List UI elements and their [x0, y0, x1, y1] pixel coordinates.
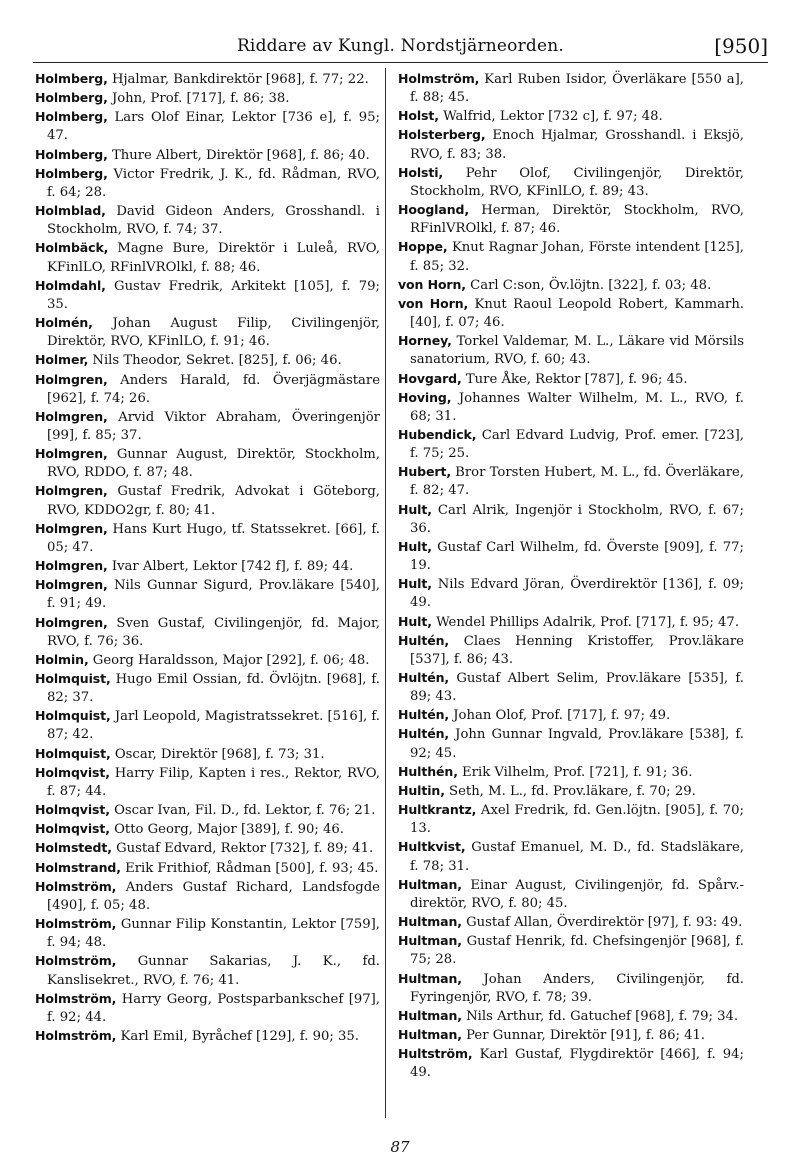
list-item	[398, 538, 744, 575]
entry-name: Hubert,	[398, 464, 451, 480]
entry-text: John Gunnar Ingvald, Prov.läkare [538], f. 92; 45.	[410, 727, 744, 761]
entry-name: Hultén,	[398, 707, 450, 723]
entry-text: Hans Kurt Hugo, tf. Statssekret. [66], f. 05; 47.	[47, 521, 380, 555]
list-item	[398, 389, 744, 426]
entry-name: Holmqvist,	[35, 802, 110, 818]
entry-name: Hoppe,	[398, 239, 448, 255]
entry-text: Johannes Walter Wilhelm, M. L., RVO, f. 68; 31.	[410, 390, 744, 424]
entry-text: David Gideon Anders, Grosshandl. i Stockholm, RVO, f. 74; 37.	[47, 204, 380, 238]
entry-name: von Horn,	[398, 276, 466, 292]
list-item	[35, 990, 380, 1027]
list-item	[398, 801, 744, 838]
list-item	[35, 108, 380, 145]
entry-text: Bror Torsten Hubert, M. L., fd. Överläkare, f. 82; 47.	[410, 465, 744, 499]
list-item	[35, 764, 380, 801]
entry-text: Einar August, Civilingenjör, fd. Spårv.-direktör, RVO, f. 80; 45.	[410, 877, 744, 911]
entry-text: Axel Fredrik, fd. Gen.löjtn. [905], f. 70; 13.	[410, 803, 744, 837]
entry-text: Knut Ragnar Johan, Förste intendent [125], f. 85; 32.	[410, 240, 744, 274]
entry-text: Herman, Direktör, Stockholm, RVO, RFinlVROlkl, f. 87; 46.	[410, 203, 744, 237]
entry-name: Holmblad,	[35, 203, 106, 219]
entry-name: von Horn,	[398, 295, 469, 311]
entry-name: Hultén,	[398, 726, 450, 742]
list-item	[35, 820, 380, 839]
list-item	[35, 146, 380, 165]
entry-text: Harry Georg, Postsparbankschef [97], f. 92; 44.	[47, 991, 380, 1025]
entry-name: Holmgren,	[35, 577, 108, 593]
column-divider	[385, 68, 386, 1118]
entry-name: Holmquist,	[35, 671, 111, 686]
entry-name: Holmgren,	[35, 558, 108, 574]
entry-name: Hult,	[398, 501, 432, 517]
list-item	[35, 878, 380, 915]
list-item	[398, 276, 744, 295]
entry-text: Jarl Leopold, Magistratssekret. [516], f. 87; 42.	[47, 709, 380, 743]
entry-text: Claes Henning Kristoffer, Prov.läkare [537], f. 86; 43.	[410, 633, 744, 667]
entry-name: Hult,	[398, 576, 432, 592]
entry-text: Hugo Emil Ossian, fd. Övlöjtn. [968], f. 82; 37.	[47, 672, 380, 706]
left-column	[35, 70, 380, 1046]
list-item	[35, 707, 380, 744]
entry-text: Magne Bure, Direktör i Luleå, RVO, KFinlLO, RFinlVROlkl, f. 88; 46.	[47, 241, 380, 275]
entry-text: Carl Alrik, Ingenjör i Stockholm, RVO, f. 67; 36.	[410, 502, 744, 536]
entry-name: Hult,	[398, 538, 432, 554]
list-item	[398, 201, 744, 238]
entry-name: Holmberg,	[35, 165, 108, 181]
list-item	[35, 70, 380, 89]
entry-text: Karl Ruben Isidor, Överläkare [550 a], f. 88; 45.	[410, 72, 744, 106]
list-item	[398, 126, 744, 163]
entry-name: Holsterberg,	[398, 127, 486, 143]
entry-name: Hultman,	[398, 1026, 462, 1042]
entry-text: Seth, M. L., fd. Prov.läkare, f. 70; 29.	[444, 783, 696, 799]
entry-text: Gustaf Fredrik, Advokat i Göteborg, RVO, KDDO2gr, f. 80; 41.	[47, 484, 380, 518]
list-item	[35, 952, 380, 989]
page-header	[33, 36, 768, 63]
entry-text: Gustaf Albert Selim, Prov.läkare [535], f. 89; 43.	[410, 671, 744, 705]
entry-text: Gustav Fredrik, Arkitekt [105], f. 79; 35.	[47, 278, 380, 312]
entry-name: Holmén,	[35, 315, 93, 331]
entry-name: Hultström,	[398, 1046, 473, 1062]
entry-text: Johan Anders, Civilingenjör, fd. Fyringenjör, RVO, f. 78; 39.	[410, 971, 744, 1005]
entry-name: Holmström,	[35, 916, 117, 932]
entry-text: Georg Haraldsson, Major [292], f. 06; 48.	[88, 652, 370, 668]
entry-name: Holmdahl,	[35, 277, 106, 293]
entry-name: Holmqvist,	[35, 821, 110, 837]
entry-text: Ivar Albert, Lektor [742 f], f. 89; 44.	[107, 559, 354, 575]
list-item	[398, 838, 744, 875]
entry-text: Nils Arthur, fd. Gatuchef [968], f. 79; 34.	[461, 1008, 739, 1024]
entry-name: Hubendick,	[398, 426, 477, 442]
entry-text: Hjalmar, Bankdirektör [968], f. 77; 22.	[107, 72, 369, 87]
list-item	[35, 277, 380, 314]
entry-text: Anders Harald, fd. Överjägmästare [962], f. 74; 26.	[47, 372, 380, 406]
entry-name: Hultman,	[398, 933, 462, 949]
list-item	[35, 482, 380, 519]
list-item	[398, 575, 744, 612]
entry-text: Nils Edvard Jöran, Överdirektör [136], f. 09; 49.	[410, 577, 744, 611]
right-column	[398, 70, 744, 1082]
entry-name: Holmström,	[35, 953, 117, 969]
entry-name: Hultman,	[398, 876, 462, 892]
entry-name: Holmgren,	[35, 614, 108, 630]
entry-name: Holmbäck,	[35, 240, 109, 256]
list-item	[398, 613, 744, 632]
list-item	[398, 876, 744, 913]
list-item	[398, 332, 744, 369]
entry-name: Holmstrand,	[35, 859, 121, 875]
list-item	[35, 165, 380, 202]
list-item	[398, 1045, 744, 1082]
list-item	[35, 1027, 380, 1046]
list-item	[398, 725, 744, 762]
entry-text: Enoch Hjalmar, Grosshandl. i Eksjö, RVO, f. 83; 38.	[410, 128, 744, 162]
entry-name: Holmqvist,	[35, 764, 110, 780]
list-item	[35, 576, 380, 613]
entry-text: Gunnar Sakarias, J. K., fd. Kanslisekret., RVO, f. 76; 41.	[47, 954, 380, 988]
list-item	[398, 107, 744, 126]
entry-name: Holmgren,	[35, 371, 108, 387]
entry-name: Holmgren,	[35, 408, 108, 424]
entry-name: Holmgren,	[35, 446, 108, 462]
entry-text: Gustaf Henrik, fd. Chefsingenjör [968], f. 75; 28.	[410, 934, 744, 968]
entry-text: Arvid Viktor Abraham, Överingenjör [99], f. 85; 37.	[47, 409, 380, 443]
entry-text: Gustaf Edvard, Rektor [732], f. 89; 41.	[111, 841, 374, 857]
entry-name: Hultman,	[398, 970, 462, 986]
list-item	[35, 651, 380, 670]
entry-text: Carl Edvard Ludvig, Prof. emer. [723], f. 75; 25.	[410, 427, 744, 462]
entry-text: Johan August Filip, Civilingenjör, Direktör, RVO, KFinlLO, f. 91; 46.	[47, 316, 380, 350]
entry-text: Wendel Phillips Adalrik, Prof. [717], f. 95; 47.	[431, 614, 740, 630]
entry-name: Hoogland,	[398, 202, 469, 218]
entry-name: Hultkrantz,	[398, 802, 477, 818]
list-item	[398, 426, 744, 463]
entry-text: Lars Olof Einar, Lektor [736 e], f. 95; 47.	[47, 110, 380, 144]
entry-text: Thure Albert, Direktör [968], f. 86; 40.	[107, 147, 370, 163]
entry-name: Holmberg,	[35, 146, 108, 162]
entry-name: Hultkvist,	[398, 839, 466, 855]
entry-name: Holmberg,	[35, 71, 108, 86]
list-item	[35, 859, 380, 878]
entry-text: Nils Gunnar Sigurd, Prov.läkare [540], f. 91; 49.	[47, 578, 380, 612]
entry-text: Ture Åke, Rektor [787], f. 96; 45.	[461, 371, 688, 387]
list-item	[398, 463, 744, 500]
entry-text: Knut Raoul Leopold Robert, Kammarh. [40], f. 07; 46.	[410, 296, 745, 331]
entry-text: John, Prof. [717], f. 86; 38.	[107, 91, 290, 107]
entry-text: Gunnar Filip Konstantin, Lektor [759], f. 94; 48.	[47, 917, 380, 951]
entry-name: Holsti,	[398, 164, 444, 180]
entry-text: Gustaf Allan, Överdirektör [97], f. 93: 49.	[461, 915, 743, 931]
entry-name: Holmstedt,	[35, 840, 112, 856]
entry-name: Holmström,	[35, 878, 117, 894]
entry-text: Torkel Valdemar, M. L., Läkare vid Mörsils sanatorium, RVO, f. 60; 43.	[410, 334, 744, 368]
entry-text: Gunnar August, Direktör, Stockholm, RVO, RDDO, f. 87; 48.	[47, 447, 380, 481]
entry-name: Holmberg,	[35, 109, 108, 125]
entry-text: Gustaf Carl Wilhelm, fd. Överste [909], f. 77; 19.	[410, 539, 744, 574]
list-item	[398, 501, 744, 538]
list-item	[35, 670, 380, 707]
entry-text: Pehr Olof, Civilingenjör, Direktör, Stockholm, RVO, KFinlLO, f. 89; 43.	[410, 165, 744, 199]
entry-name: Holmström,	[35, 1027, 117, 1043]
list-item	[35, 202, 380, 239]
entry-text: Karl Emil, Byråchef [129], f. 90; 35.	[116, 1028, 359, 1044]
entry-name: Holmberg,	[35, 90, 108, 106]
entry-name: Horney,	[398, 333, 452, 349]
entry-name: Hultman,	[398, 914, 462, 930]
list-item	[35, 408, 380, 445]
list-item	[398, 295, 744, 332]
entry-text: Erik Vilhelm, Prof. [721], f. 91; 36.	[457, 764, 693, 780]
entry-text: Walfrid, Lektor [732 c], f. 97; 48.	[438, 109, 663, 125]
entry-text: Karl Gustaf, Flygdirektör [466], f. 94; 49.	[410, 1047, 744, 1081]
entry-name: Holmström,	[35, 990, 117, 1006]
list-item	[398, 706, 744, 725]
list-item	[398, 913, 744, 932]
list-item	[398, 782, 744, 801]
entry-name: Holmin,	[35, 651, 89, 667]
entry-name: Holmström,	[398, 71, 480, 86]
entry-text: Harry Filip, Kapten i res., Rektor, RVO, f. 87; 44.	[47, 765, 380, 799]
page-title: Riddare av Kungl. Nordstjärneorden.	[236, 36, 565, 56]
list-item	[398, 1026, 744, 1045]
list-item	[398, 669, 744, 706]
entry-name: Hultman,	[398, 1007, 462, 1023]
entry-name: Holmgren,	[35, 483, 108, 499]
entry-text: Oscar Ivan, Fil. D., fd. Lektor, f. 76; 21.	[109, 803, 376, 819]
list-item	[35, 371, 380, 408]
list-item	[35, 520, 380, 557]
page-folio: 87	[390, 1138, 410, 1156]
entry-text: Johan Olof, Prof. [717], f. 97; 49.	[449, 708, 671, 724]
entry-text: Victor Fredrik, J. K., fd. Rådman, RVO, f. 64; 28.	[47, 166, 380, 200]
list-item	[398, 763, 744, 782]
list-item	[35, 801, 380, 820]
entry-name: Hult,	[398, 613, 432, 629]
entry-text: Carl C:son, Öv.löjtn. [322], f. 03; 48.	[465, 277, 712, 293]
list-item	[398, 238, 744, 275]
list-item	[35, 557, 380, 576]
entry-text: Per Gunnar, Direktör [91], f. 86; 41.	[461, 1027, 706, 1043]
list-item	[398, 70, 744, 107]
list-item	[398, 970, 744, 1007]
entry-name: Holmer,	[35, 352, 89, 368]
list-item	[398, 932, 744, 969]
list-item	[398, 632, 744, 669]
entry-name: Hulthén,	[398, 763, 458, 779]
entry-name: Holst,	[398, 108, 439, 124]
entry-text: Oscar, Direktör [968], f. 73; 31.	[110, 746, 325, 762]
list-item	[398, 370, 744, 389]
entry-text: Otto Georg, Major [389], f. 90; 46.	[109, 822, 344, 838]
entry-text: Erik Frithiof, Rådman [500], f. 93; 45.	[120, 860, 379, 876]
list-item	[398, 164, 744, 201]
list-item	[35, 351, 380, 370]
entry-text: Sven Gustaf, Civilingenjör, fd. Major, RVO, f. 76; 36.	[47, 615, 380, 649]
entry-name: Holmquist,	[35, 708, 111, 724]
entry-text: Gustaf Emanuel, M. D., fd. Stadsläkare, f. 78; 31.	[410, 840, 744, 874]
list-item	[35, 839, 380, 858]
list-item	[35, 745, 380, 764]
entry-name: Hultin,	[398, 782, 445, 798]
list-item	[35, 239, 380, 276]
list-item	[35, 314, 380, 351]
entry-name: Hultén,	[398, 632, 450, 648]
list-item	[35, 445, 380, 482]
page-number: [950]	[714, 34, 768, 58]
entry-name: Hultén,	[398, 670, 450, 685]
entry-text: Nils Theodor, Sekret. [825], f. 06; 46.	[88, 353, 342, 369]
entry-name: Hovgard,	[398, 370, 462, 386]
entry-name: Holmquist,	[35, 745, 111, 761]
list-item	[35, 89, 380, 108]
list-item	[35, 915, 380, 952]
entry-name: Hoving,	[398, 389, 452, 405]
list-item	[398, 1007, 744, 1026]
entry-name: Holmgren,	[35, 520, 108, 536]
entry-text: Anders Gustaf Richard, Landsfogde [490], f. 05; 48.	[47, 879, 380, 913]
list-item	[35, 614, 380, 651]
